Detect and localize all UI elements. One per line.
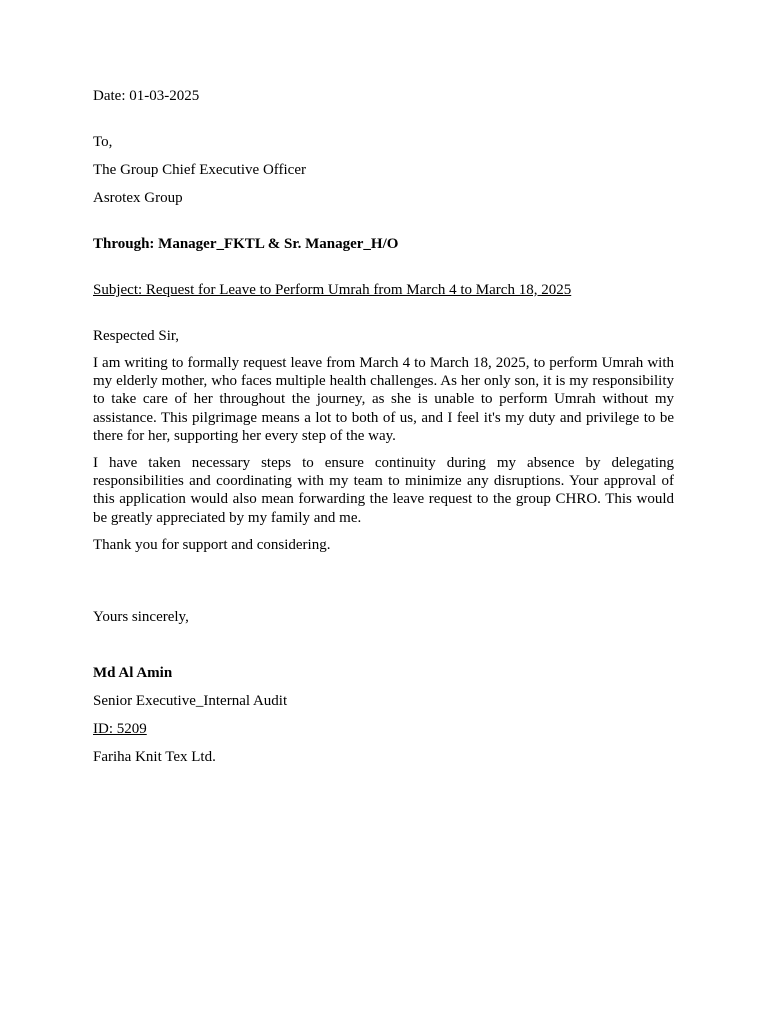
recipient-organization: Asrotex Group bbox=[93, 190, 183, 206]
body-paragraph: I am writing to formally request leave from March 4 to March 18, 2025, to perform Umrah with my elderly mother, who faces multiple health challenges. As her only son, it is my responsibility to take care of her throughout the journey, as she is unable to perform Umrah without my assistance. This pilgrimage means a lot to both of us, and I feel it's my duty and privilege to be there for her, supporting her every step of the way. bbox=[93, 355, 674, 444]
salutation: Respected Sir, bbox=[93, 328, 180, 344]
signer-id: ID: 5209 bbox=[93, 720, 147, 737]
signer-company: Fariha Knit Tex Ltd. bbox=[93, 748, 216, 765]
through-line: Through: Manager_FKTL & Sr. Manager_H/O bbox=[93, 236, 399, 252]
body-paragraph: I have taken necessary steps to ensure continuity during my absence by delegating responsibilities and coordinating with my team to minimize any disruptions. Your approval of this application would also mean forwarding the leave request to the group CHRO. This would be greatly appreciated by my family and me. bbox=[93, 455, 674, 526]
closing-line: Yours sincerely, bbox=[93, 608, 189, 625]
recipient-greeting: To, bbox=[93, 134, 113, 150]
subject-line bbox=[93, 281, 674, 299]
thanks-line: Thank you for support and considering. bbox=[93, 536, 331, 553]
letter-date: Date: 01-03-2025 bbox=[93, 88, 200, 104]
signer-id-line bbox=[93, 720, 674, 738]
signer-name: Md Al Amin bbox=[93, 664, 173, 681]
subject-text: Subject: Request for Leave to Perform Umrah from March 4 to March 18, 2025 bbox=[93, 282, 572, 298]
signer-title: Senior Executive_Internal Audit bbox=[93, 692, 288, 709]
recipient-title: The Group Chief Executive Officer bbox=[93, 162, 306, 178]
